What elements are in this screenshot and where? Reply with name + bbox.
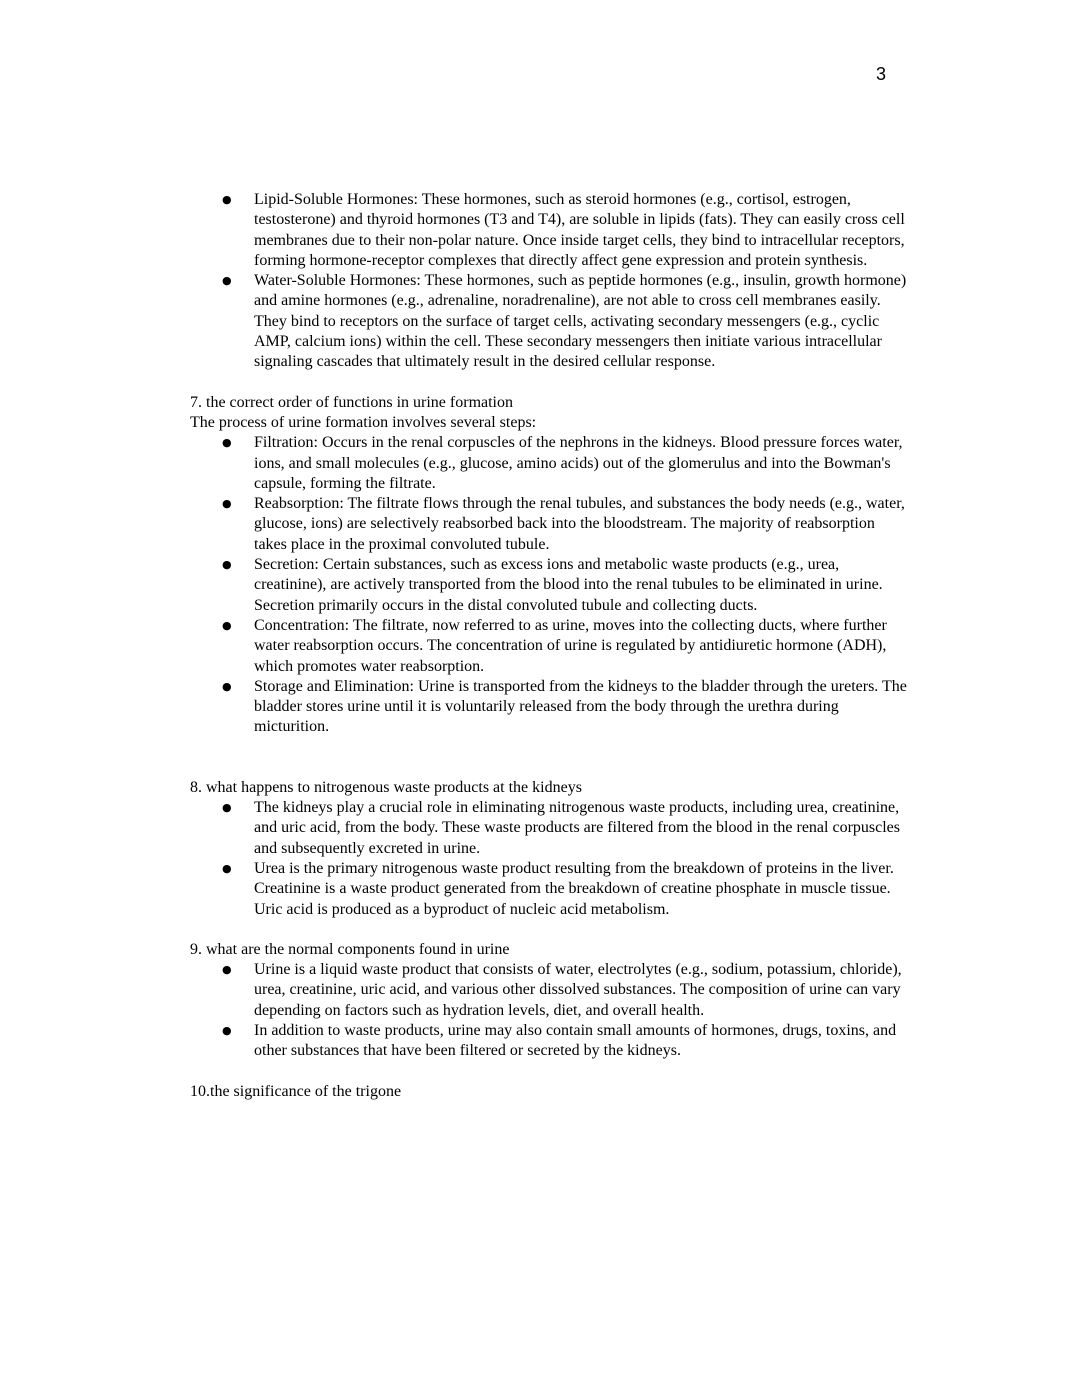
document-body — [190, 190, 910, 1102]
list-item: ● Storage and Elimination: Urine is transported from the kidneys to the bladder through the ureters. The bladder stores urine until it is voluntarily released from the body through the urethra during micturition. — [190, 677, 910, 738]
urine-formation-steps-list — [190, 433, 910, 737]
list-item: ● Concentration: The filtrate, now referred to as urine, moves into the collecting ducts, where further water reabsorption occurs. The concentration of urine is regulated by antidiuretic hormone (ADH), which promotes water reabsorption. — [190, 616, 910, 677]
hormone-types-list — [190, 190, 910, 373]
list-item: ● Urea is the primary nitrogenous waste product resulting from the breakdown of proteins in the liver. Creatinine is a waste product generated from the breakdown of creatine phosphate in muscle tissue. Uric acid is produced as a byproduct of nucleic acid metabolism. — [190, 859, 910, 920]
section-8-heading: 8. what happens to nitrogenous waste products at the kidneys — [190, 778, 582, 796]
section-10-heading: 10.the significance of the trigone — [190, 1082, 402, 1100]
list-item: ● Reabsorption: The filtrate flows through the renal tubules, and substances the body needs (e.g., water, glucose, ions) are selectively reabsorbed back into the bloodstream. The majority of reabsorption takes place in the proximal convoluted tubule. — [190, 494, 910, 555]
urine-components-list — [190, 960, 910, 1061]
section-9-heading: 9. what are the normal components found in urine — [190, 940, 510, 958]
list-item: ● The kidneys play a crucial role in eliminating nitrogenous waste products, including urea, creatinine, and uric acid, from the body. These waste products are filtered from the blood in the renal corpuscles and subsequently excreted in urine. — [190, 798, 910, 859]
section-7 — [190, 393, 910, 738]
list-item: ● Urine is a liquid waste product that consists of water, electrolytes (e.g., sodium, potassium, chloride), urea, creatinine, uric acid, and various other dissolved substances. The composition of urine can vary depending on factors such as hydration levels, diet, and overall health. — [190, 960, 910, 1021]
page-number: 3 — [876, 64, 887, 84]
list-item: ● Water-Soluble Hormones: These hormones, such as peptide hormones (e.g., insulin, growth hormone) and amine hormones (e.g., adrenaline, noradrenaline), are not able to cross cell membranes easily. They bind to receptors on the surface of target cells, activating secondary messengers (e.g., cyclic AMP, calcium ions) within the cell. These secondary messengers then initiate various intracellular signaling cascades that ultimately result in the desired cellular response. — [190, 271, 910, 372]
nitrogenous-waste-list — [190, 798, 910, 920]
list-item: ● Filtration: Occurs in the renal corpuscles of the nephrons in the kidneys. Blood pressure forces water, ions, and small molecules (e.g., glucose, amino acids) out of the glomerulus and into the Bowman's capsule, forming the filtrate. — [190, 433, 910, 494]
section-8 — [190, 778, 910, 920]
list-item: ● Lipid-Soluble Hormones: These hormones, such as steroid hormones (e.g., cortisol, estrogen, testosterone) and thyroid hormones (T3 and T4), are soluble in lipids (fats). They can easily cross cell membranes due to their non-polar nature. Once inside target cells, they bind to intracellular receptors, forming hormone-receptor complexes that directly affect gene expression and protein synthesis. — [190, 190, 910, 271]
list-item: ● Secretion: Certain substances, such as excess ions and metabolic waste products (e.g., urea, creatinine), are actively transported from the blood into the renal tubules to be eliminated in urine. Secretion primarily occurs in the distal convoluted tubule and collecting ducts. — [190, 555, 910, 616]
section-9 — [190, 940, 910, 1062]
section-10 — [190, 1082, 910, 1102]
section-7-intro: The process of urine formation involves several steps: — [190, 413, 537, 431]
list-item: ● In addition to waste products, urine may also contain small amounts of hormones, drugs, toxins, and other substances that have been filtered or secreted by the kidneys. — [190, 1021, 910, 1062]
section-7-heading: 7. the correct order of functions in urine formation — [190, 393, 513, 411]
